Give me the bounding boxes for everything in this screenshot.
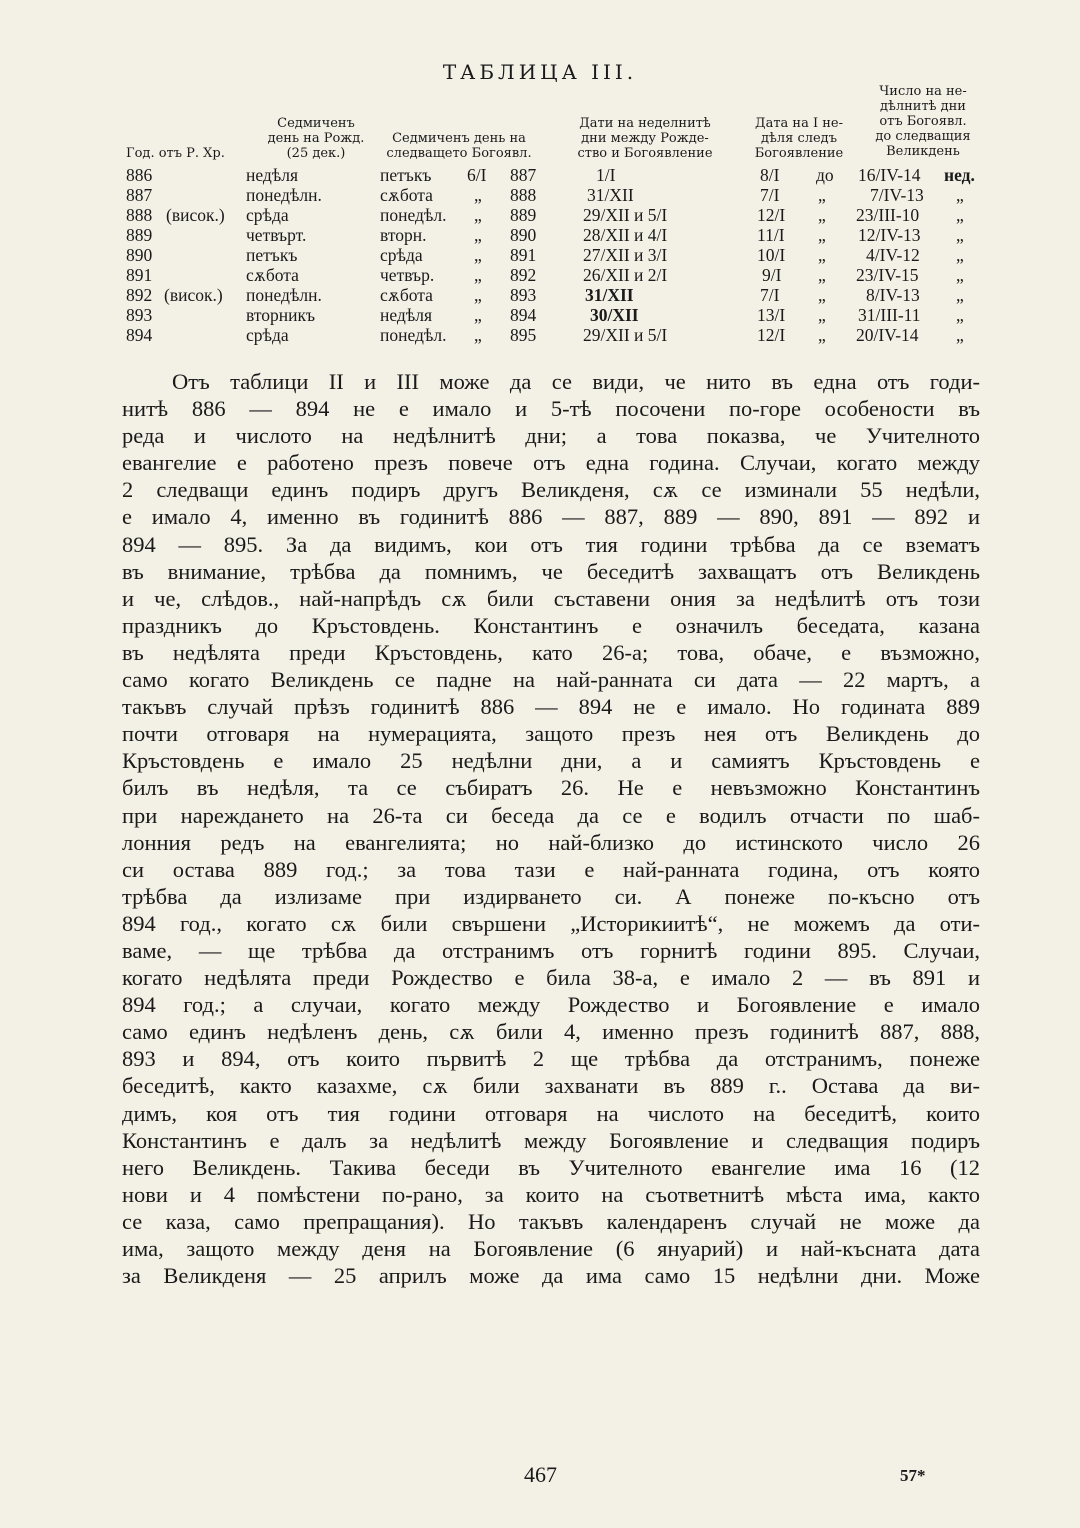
text-line: 894 — 895. За да видимъ, кои отъ тия години трѣбва да се взематъ — [122, 531, 980, 557]
table-row: 894 срѣда понедѣл. „ 895 29/XII и 5/I 12/I „ 20/IV-14 „ — [126, 325, 964, 345]
text-line: димъ, коя отъ тия години отговаря на числото на беседитѣ, които — [122, 1100, 980, 1126]
table-row: 887 понедѣлн. сѫбота „ 888 31/XII 7/I „ 7/IV-13 „ — [126, 185, 964, 205]
text-line: Константинъ е далъ за недѣлитѣ между Богоявление и следващия подиръ — [122, 1127, 980, 1153]
header-first-sunday: Дата на I не- дѣля следъ Богоявление — [754, 116, 844, 161]
table-row: 890 петъкъ срѣда „ 891 27/XII и 3/I 10/I „ 4/IV-12 „ — [126, 245, 964, 265]
text-line: 893 и 894, отъ които първитѣ 2 ще трѣбва да отстранимъ, понеже — [122, 1046, 980, 1072]
text-line: въ внимание, трѣбва да помнимъ, че беседитѣ захващатъ отъ Великдень — [122, 558, 980, 584]
text-line: ваме, — ще трѣбва да отстранимъ отъ горнитѣ години 895. Случаи, — [122, 937, 980, 963]
text-line: нитѣ 886 — 894 не е имало и 5-тѣ посочени по-горе особености въ — [122, 396, 980, 422]
text-line: евангелие е работено презъ повече отъ една година. Случаи, когато между — [122, 450, 980, 476]
text-line: само единъ недѣленъ день, сѫ били 4, именно презъ годинитѣ 887, 888, — [122, 1019, 980, 1045]
text-line: лонния редъ на евангелията; но най-близко до истинското число 26 — [122, 829, 980, 855]
signature-mark: 57* — [900, 1466, 926, 1485]
text-line: когато недѣлята преди Рождество е била 38-а, е имало 2 — въ 891 и — [122, 965, 980, 991]
table-row: 891 сѫбота четвър. „ 892 26/XII и 2/I 9/I „ 23/IV-15 „ — [126, 265, 964, 285]
text-line: и че, слѣдов., най-напрѣдъ сѫ били съставени ония за недѣлитѣ отъ този — [122, 585, 980, 611]
header-weekday-epiphany: Седмиченъ день на следващето Богоявл. — [386, 131, 532, 161]
text-line: само когато Великдень се падне на най-ранната си дата — 22 мартъ, а — [122, 667, 980, 693]
table-row: 889 четвърт. вторн. „ 890 28/XII и 4/I 11/I „ 12/IV-13 „ — [126, 225, 964, 245]
text-line: такъвъ случай прѣзъ годинитѣ 886 — 894 не е имало. Но годината 889 — [122, 694, 980, 720]
header-year: Год. отъ Р. Хр. — [126, 146, 225, 161]
text-line: си остава 889 год.; за това тази е най-ранната година, отъ която — [122, 856, 980, 882]
table-row: 886 недѣля петъкъ 6/I 887 1/I 8/I до 16/IV-14 нед. — [126, 165, 975, 185]
table-row: 892 (висок.) понедѣлн. сѫбота „ 893 31/XII 7/I „ 8/IV-13 „ — [126, 285, 964, 305]
text-line: е имало 4, именно въ годинитѣ 886 — 887, 889 — 890, 891 — 892 и — [122, 504, 980, 530]
text-line: реда и числото на недѣлнитѣ дни; а това показва, че Учителното — [122, 423, 980, 449]
table-row: 888 (висок.) срѣда понедѣл. „ 889 29/XII и 5/I 12/I „ 23/III-10 „ — [126, 205, 964, 225]
text-line: почти отговаря на нумерацията, защото презъ нея отъ Великдень до — [122, 721, 980, 747]
header-weekday-christmas: Седмиченъ день на Рожд. (25 дек.) — [267, 116, 365, 161]
text-line: трѣбва да излизаме при издирването си. А понеже по-късно отъ — [122, 883, 980, 909]
text-line: при нареждането на 26-та си беседа да се е водилъ отчасти по шаб- — [122, 802, 980, 828]
text-line: беседитѣ, както казахме, сѫ били захванати въ 889 г.. Остава да ви- — [122, 1073, 980, 1099]
table-title: ТАБЛИЦА III. — [442, 60, 638, 84]
text-line: Отъ таблици II и III може да се види, че нито въ една отъ годи- — [172, 369, 980, 394]
text-line: билъ въ недѣля, та се събиратъ 26. Не е невъзможно Константинъ — [122, 775, 980, 801]
text-line: Кръстовдень е имало 25 недѣлни дни, а и самиятъ Кръстовдень е — [122, 748, 980, 774]
text-line: него Великдень. Такива беседи въ Учителното евангелие има 16 (12 — [122, 1154, 980, 1180]
text-line: праздникъ до Кръстовдень. Константинъ е означилъ беседата, казана — [122, 612, 980, 638]
text-line: 2 следващи единъ подиръ другъ Великденя, сѫ се изминали 55 недѣли, — [122, 477, 980, 503]
text-line: въ недѣлята преди Кръстовдень, като 26-а; това, обаче, е възможно, — [122, 639, 980, 665]
text-line: нови и 4 помѣстени по-рано, за които на съответнитѣ мѣста има, както — [122, 1181, 980, 1207]
page-number: 467 — [524, 1462, 557, 1487]
text-line: има, защото между деня на Богоявление (6 януарий) и най-късната дата — [122, 1236, 980, 1261]
header-sunday-dates: Дати на неделнитѣ дни между Рожде- ство и Богоявление — [577, 116, 713, 161]
text-line: 894 год.; а случаи, когато между Рождество и Богоявление е имало — [122, 992, 980, 1018]
table-row: 893 вторникъ недѣля „ 894 30/XII 13/I „ 31/III-11 „ — [126, 305, 964, 325]
body-paragraph — [122, 368, 980, 1289]
text-line: се каза, само препращания). Но такъвъ календаренъ случай не може да — [122, 1208, 980, 1234]
text-line: за Великденя — 25 априлъ може да има само 15 недѣлни дни. Може — [122, 1263, 980, 1289]
text-line: 894 год., когато сѫ били свършени „Историкиитѣ“, не можемъ да оти- — [122, 910, 980, 936]
header-num-sundays: Число на не- дѣлнитѣ дни отъ Богоявл. до следващия Великдень — [875, 84, 971, 159]
